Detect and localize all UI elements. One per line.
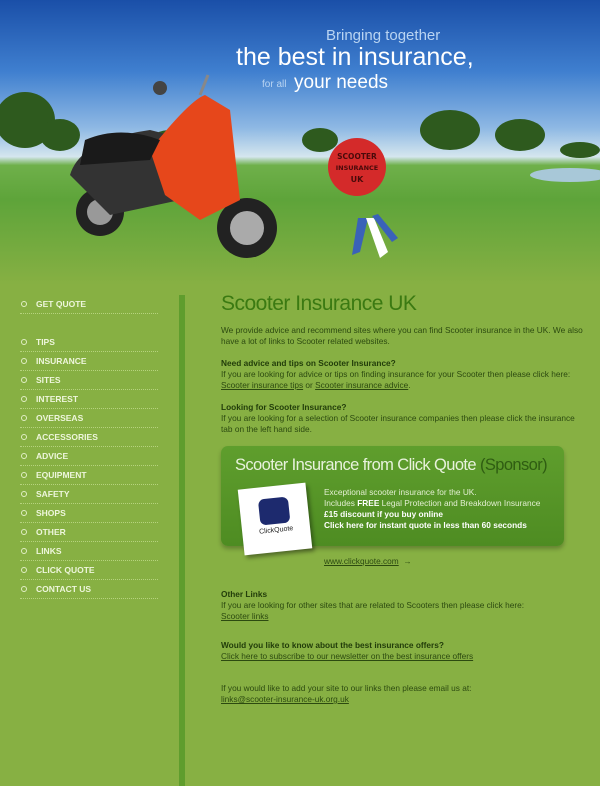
circle-bullet-icon: [21, 358, 27, 364]
clickquote-link-row: [324, 556, 583, 567]
sidebar-nav: [20, 295, 158, 599]
scooter-links-link[interactable]: Scooter links: [221, 611, 269, 621]
sidebar-item-contact-us[interactable]: [20, 580, 158, 599]
insurance-advice-link[interactable]: Scooter insurance advice: [315, 380, 409, 390]
tagline-3: for all: [262, 79, 287, 90]
sidebar-item-get-quote[interactable]: [20, 295, 158, 314]
header-banner: [0, 0, 600, 285]
email-text: If you would like to add your site to our links then please email us at:: [221, 683, 472, 693]
clickquote-link[interactable]: www.clickquote.com: [324, 556, 399, 566]
scooter-image: [70, 75, 277, 258]
sidebar-item-label: CLICK QUOTE: [36, 565, 95, 575]
logo-text: ClickQuote: [258, 525, 294, 536]
other-links-section: [221, 589, 583, 622]
sidebar-item-label: OVERSEAS: [36, 413, 84, 423]
circle-bullet-icon: [21, 586, 27, 592]
divider: [179, 295, 185, 786]
sidebar-item-click-quote[interactable]: [20, 561, 158, 580]
main-content: [221, 291, 583, 716]
sidebar-item-tips[interactable]: [20, 333, 158, 352]
sponsor-line-1: Exceptional scooter insurance for the UK.: [324, 487, 477, 497]
sidebar-item-label: INTEREST: [36, 394, 79, 404]
sidebar-item-accessories[interactable]: [20, 428, 158, 447]
looking-heading: Looking for Scooter Insurance?: [221, 402, 347, 412]
logo-mark-icon: [258, 497, 291, 526]
looking-text: If you are looking for a selection of Scooter insurance companies then please click the insurance tab on the left hand side.: [221, 413, 575, 434]
other-heading: Other Links: [221, 589, 268, 599]
circle-bullet-icon: [21, 339, 27, 345]
sidebar-item-sites[interactable]: [20, 371, 158, 390]
sidebar-item-label: SHOPS: [36, 508, 66, 518]
tagline-4: your needs: [294, 72, 389, 93]
sponsor-tag: (Sponsor): [479, 456, 547, 474]
sponsor-line-3: £15 discount if you buy online: [324, 509, 443, 519]
email-link[interactable]: links@scooter-insurance-uk.org.uk: [221, 694, 349, 704]
circle-bullet-icon: [21, 510, 27, 516]
circle-bullet-icon: [21, 529, 27, 535]
advice-heading: Need advice and tips on Scooter Insurance?: [221, 358, 396, 368]
sidebar-item-safety[interactable]: [20, 485, 158, 504]
sponsor-line-2: Includes FREE Legal Protection and Breakdown Insurance: [324, 498, 541, 508]
sidebar-item-label: CONTACT US: [36, 584, 92, 594]
sidebar-item-label: TIPS: [36, 337, 55, 347]
insurance-tips-link[interactable]: Scooter insurance tips: [221, 380, 304, 390]
tagline-2: the best in insurance,: [236, 43, 474, 71]
sidebar-item-other[interactable]: [20, 523, 158, 542]
circle-bullet-icon: [21, 415, 27, 421]
advice-text: If you are looking for advice or tips on finding insurance for your Scooter then please click here:: [221, 369, 571, 379]
circle-bullet-icon: [21, 377, 27, 383]
sidebar-item-shops[interactable]: [20, 504, 158, 523]
sidebar-item-interest[interactable]: [20, 390, 158, 409]
sidebar-item-overseas[interactable]: [20, 409, 158, 428]
page-title: Scooter Insurance UK: [221, 292, 417, 315]
circle-bullet-icon: [21, 301, 27, 307]
other-text: If you are looking for other sites that are related to Scooters then please click here:: [221, 600, 525, 610]
circle-bullet-icon: [21, 567, 27, 573]
circle-bullet-icon: [21, 396, 27, 402]
sponsor-box[interactable]: [221, 446, 564, 546]
svg-text:UK: UK: [350, 175, 364, 184]
sidebar-item-label: EQUIPMENT: [36, 470, 87, 480]
circle-bullet-icon: [21, 434, 27, 440]
arrow-right-icon: →: [403, 556, 412, 566]
circle-bullet-icon: [21, 472, 27, 478]
sidebar-item-advice[interactable]: [20, 447, 158, 466]
looking-section: [221, 402, 583, 435]
sidebar-item-label: ACCESSORIES: [36, 432, 98, 442]
instant-quote-link[interactable]: Click here for instant quote in less than 60 seconds: [324, 520, 527, 530]
intro-text: We provide advice and recommend sites where you can find Scooter insurance in the UK. We also have a lot of links to Scooter related websites.: [221, 325, 583, 346]
sidebar-item-links[interactable]: [20, 542, 158, 561]
sponsor-title-text: Scooter Insurance from Click Quote: [235, 456, 476, 474]
advice-section: Need advice and tips on Scooter Insurance? If you are looking for advice or tips on finding insurance for your Scooter then please click here: Scooter insurance tips or Scooter insurance advice.: [221, 358, 571, 390]
email-section: [221, 683, 583, 705]
or-text: or: [305, 380, 313, 390]
offers-section: [221, 640, 583, 662]
sidebar-item-label: INSURANCE: [36, 356, 87, 366]
sidebar-item-label: LINKS: [36, 546, 62, 556]
clickquote-logo[interactable]: [238, 483, 313, 556]
circle-bullet-icon: [21, 453, 27, 459]
sidebar-item-equipment[interactable]: [20, 466, 158, 485]
sidebar-item-label: ADVICE: [36, 451, 69, 461]
newsletter-link[interactable]: Click here to subscribe to our newsletter on the best insurance offers: [221, 651, 474, 661]
sidebar-item-label: SAFETY: [36, 489, 70, 499]
sponsor-title: [235, 455, 556, 475]
sidebar-item-label: GET QUOTE: [36, 299, 87, 309]
circle-bullet-icon: [21, 548, 27, 554]
sidebar-item-label: OTHER: [36, 527, 66, 537]
circle-bullet-icon: [21, 491, 27, 497]
svg-text:INSURANCE: INSURANCE: [335, 164, 379, 172]
offers-heading: Would you like to know about the best insurance offers?: [221, 640, 444, 650]
sidebar-item-insurance[interactable]: [20, 352, 158, 371]
seal-badge: [328, 138, 398, 258]
sidebar-item-label: SITES: [36, 375, 61, 385]
tagline-1: Bringing together: [326, 27, 441, 44]
svg-text:SCOOTER: SCOOTER: [337, 152, 377, 161]
